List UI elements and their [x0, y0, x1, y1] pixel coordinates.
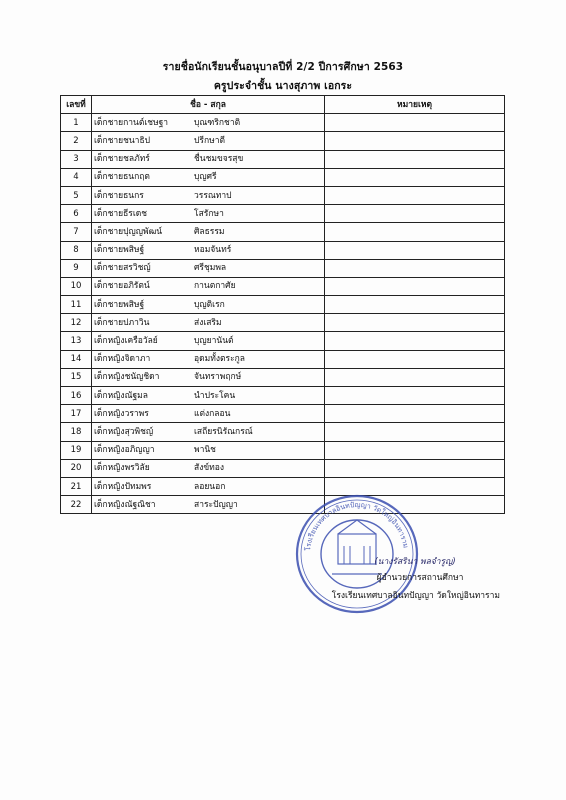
row-number: 19	[61, 441, 92, 459]
student-last-name: สาระปัญญา	[194, 499, 238, 510]
note-cell	[325, 241, 505, 259]
row-number: 2	[61, 132, 92, 150]
student-name	[94, 297, 322, 313]
student-last-name: บุญยานันต์	[194, 336, 234, 347]
student-last-name: ชื่นชมขจรสุข	[194, 154, 244, 165]
student-first-name: เด็กชายชลภัทร์	[94, 154, 150, 165]
table-header-row	[61, 96, 505, 114]
student-first-name: เด็กชายพสิษฐ์	[94, 299, 145, 310]
table-row	[61, 205, 505, 223]
student-last-name: บุญติเรก	[194, 299, 225, 310]
table-row	[61, 259, 505, 277]
column-header-name: ชื่อ - สกุล	[92, 96, 325, 114]
student-name-cell	[92, 223, 325, 241]
note-cell	[325, 405, 505, 423]
student-name-cell	[92, 441, 325, 459]
student-name-cell	[92, 205, 325, 223]
note-cell	[325, 168, 505, 186]
row-number: 7	[61, 223, 92, 241]
table-row	[61, 423, 505, 441]
note-cell	[325, 423, 505, 441]
student-table	[60, 95, 505, 514]
student-last-name: จันทราพฤกษ์	[194, 372, 242, 383]
student-name-cell	[92, 350, 325, 368]
table-row	[61, 132, 505, 150]
student-last-name: วรรณทาป	[194, 190, 232, 201]
student-first-name: เด็กชายสรวิชญ์	[94, 263, 151, 274]
row-number: 13	[61, 332, 92, 350]
student-first-name: เด็กหญิงปัทมพร	[94, 481, 152, 492]
column-header-note: หมายเหตุ	[325, 96, 505, 114]
student-first-name: เด็กชายปุญญพัฒน์	[94, 226, 163, 237]
student-name-cell	[92, 241, 325, 259]
student-name-cell	[92, 477, 325, 495]
row-number: 9	[61, 259, 92, 277]
note-cell	[325, 459, 505, 477]
student-last-name: พานิช	[194, 445, 216, 456]
student-last-name: โสรักษา	[194, 208, 224, 219]
row-number: 11	[61, 296, 92, 314]
student-name-cell	[92, 150, 325, 168]
signatory-position: ผู้อำนวยการสถานศึกษา	[376, 573, 464, 583]
table-row	[61, 441, 505, 459]
student-name-cell	[92, 259, 325, 277]
student-last-name: ศิลธรรม	[194, 226, 225, 237]
table-row	[61, 114, 505, 132]
student-first-name: เด็กหญิงอภิญญา	[94, 445, 155, 456]
student-first-name: เด็กชายกานต์เชษฐา	[94, 117, 169, 128]
student-name	[94, 224, 322, 240]
student-name	[94, 351, 322, 367]
student-first-name: เด็กชายชนาธิป	[94, 135, 151, 146]
document-title: รายชื่อนักเรียนชั้นอนุบาลปีที่ 2/2 ปีการศึกษา 2563	[162, 61, 404, 73]
student-name	[94, 442, 322, 458]
student-name	[94, 388, 322, 404]
row-number: 22	[61, 496, 92, 514]
student-name	[94, 424, 322, 440]
table-row	[61, 296, 505, 314]
student-name	[94, 460, 322, 476]
student-name-cell	[92, 496, 325, 514]
student-first-name: เด็กชายพสิษฐ์	[94, 245, 145, 256]
student-name	[94, 206, 322, 222]
student-last-name: ส่งเสริม	[194, 317, 222, 328]
student-name	[94, 188, 322, 204]
student-name	[94, 479, 322, 495]
student-name-cell	[92, 168, 325, 186]
student-name-cell	[92, 459, 325, 477]
table-row	[61, 350, 505, 368]
student-name-cell	[92, 186, 325, 204]
student-first-name: เด็กชายธนกร	[94, 190, 144, 201]
note-cell	[325, 259, 505, 277]
student-first-name: เด็กหญิงเครือวัลย์	[94, 336, 158, 347]
note-cell	[325, 332, 505, 350]
table-body	[61, 114, 505, 514]
table-row	[61, 332, 505, 350]
student-name	[94, 497, 322, 513]
student-name	[94, 151, 322, 167]
student-first-name: เด็กชายธนกฤต	[94, 172, 150, 183]
student-name-cell	[92, 132, 325, 150]
student-name	[94, 333, 322, 349]
student-name	[94, 133, 322, 149]
row-number: 1	[61, 114, 92, 132]
table-row	[61, 186, 505, 204]
school-name: โรงเรียนเทศบาลอินทปัญญา วัดใหญ่อินทาราม	[331, 591, 500, 601]
student-name-cell	[92, 405, 325, 423]
row-number: 20	[61, 459, 92, 477]
student-first-name: เด็กหญิงสุวพิชญ์	[94, 426, 154, 437]
student-first-name: เด็กหญิงณัฐณิชา	[94, 499, 156, 510]
student-name-cell	[92, 114, 325, 132]
student-name-cell	[92, 332, 325, 350]
student-name	[94, 406, 322, 422]
student-name-cell	[92, 296, 325, 314]
table-row	[61, 150, 505, 168]
row-number: 3	[61, 150, 92, 168]
row-number: 16	[61, 387, 92, 405]
student-name	[94, 115, 322, 131]
student-last-name: นำประโคน	[194, 390, 236, 401]
student-name	[94, 260, 322, 276]
row-number: 4	[61, 168, 92, 186]
note-cell	[325, 150, 505, 168]
student-name	[94, 369, 322, 385]
student-last-name: แต่งกลอน	[194, 408, 231, 419]
table-row	[61, 368, 505, 386]
table-row	[61, 277, 505, 295]
table-row	[61, 459, 505, 477]
student-last-name: เสถียรนิรัณกรณ์	[194, 426, 253, 437]
row-number: 15	[61, 368, 92, 386]
row-number: 14	[61, 350, 92, 368]
row-number: 12	[61, 314, 92, 332]
student-last-name: หอมจันทร์	[194, 245, 232, 256]
note-cell	[325, 368, 505, 386]
student-name	[94, 169, 322, 185]
student-first-name: เด็กชายปภาวิน	[94, 317, 150, 328]
note-cell	[325, 114, 505, 132]
note-cell	[325, 277, 505, 295]
student-last-name: บุณฑริกชาติ	[194, 117, 241, 128]
row-number: 6	[61, 205, 92, 223]
note-cell	[325, 314, 505, 332]
table-row	[61, 223, 505, 241]
table-row	[61, 314, 505, 332]
row-number: 5	[61, 186, 92, 204]
row-number: 21	[61, 477, 92, 495]
note-cell	[325, 441, 505, 459]
row-number: 10	[61, 277, 92, 295]
table-row	[61, 168, 505, 186]
table-row	[61, 387, 505, 405]
student-last-name: กานตกาศัย	[194, 281, 236, 292]
note-cell	[325, 296, 505, 314]
student-first-name: เด็กหญิงณัฐมล	[94, 390, 148, 401]
note-cell	[325, 223, 505, 241]
student-last-name: สังข์ทอง	[194, 463, 225, 474]
student-last-name: บุญศรี	[194, 172, 217, 183]
student-last-name: อุดมทั้งตระกูล	[194, 354, 245, 365]
student-name-cell	[92, 314, 325, 332]
note-cell	[325, 387, 505, 405]
student-first-name: เด็กหญิงวราพร	[94, 408, 149, 419]
student-first-name: เด็กชายธีรเดช	[94, 208, 148, 219]
student-name	[94, 242, 322, 258]
student-name-cell	[92, 368, 325, 386]
table-row	[61, 405, 505, 423]
student-first-name: เด็กหญิงพรวิลัย	[94, 463, 150, 474]
student-last-name: ปรีกษาตี	[194, 135, 226, 146]
student-first-name: เด็กหญิงชนัญชิดา	[94, 372, 160, 383]
row-number: 8	[61, 241, 92, 259]
student-first-name: เด็กหญิงจิดาภา	[94, 354, 151, 365]
row-number: 18	[61, 423, 92, 441]
student-last-name: ศรีชุมพล	[194, 263, 227, 274]
note-cell	[325, 350, 505, 368]
note-cell	[325, 186, 505, 204]
table-row	[61, 496, 505, 514]
note-cell	[325, 132, 505, 150]
student-first-name: เด็กชายอภิรัตน์	[94, 281, 150, 292]
student-name	[94, 278, 322, 294]
student-name-cell	[92, 277, 325, 295]
note-cell	[325, 205, 505, 223]
table-row	[61, 241, 505, 259]
teacher-line: ครูประจำชั้น นางสุภาพ เอกระ	[213, 80, 353, 92]
student-name	[94, 315, 322, 331]
signatory-name: (นางรัสรินา พลจำรูญ)	[374, 557, 456, 567]
student-name-cell	[92, 387, 325, 405]
table-row	[61, 477, 505, 495]
seal-text: โรงเรียนเทศบาลอินทปัญญา วัดใหญ่อินทาราม	[304, 500, 410, 552]
column-header-number: เลขที่	[61, 96, 92, 114]
student-last-name: ลอยนอก	[194, 481, 226, 492]
row-number: 17	[61, 405, 92, 423]
student-name-cell	[92, 423, 325, 441]
